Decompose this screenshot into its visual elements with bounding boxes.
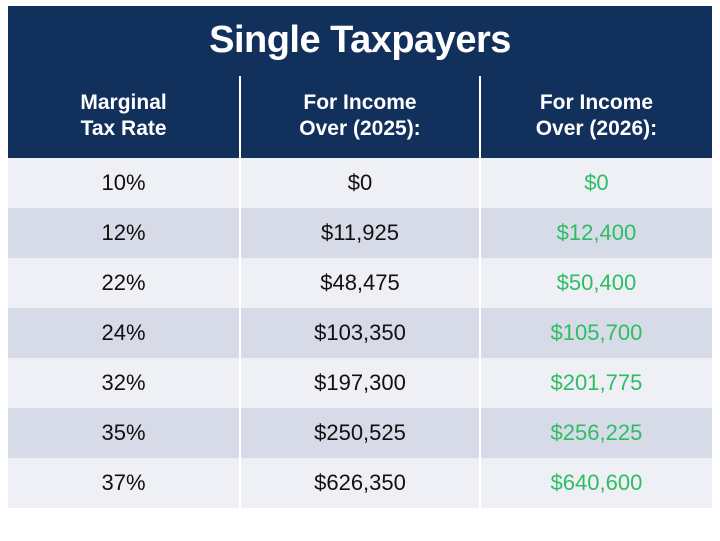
- table-row: [8, 408, 712, 458]
- table-row: [8, 158, 712, 208]
- table-row: [8, 458, 712, 508]
- column-header-income-2025: [240, 76, 480, 158]
- table-row: [8, 258, 712, 308]
- cell-tax-rate: 22%: [8, 258, 240, 308]
- column-header-marginal-tax-rate: [8, 76, 240, 158]
- table-header: [8, 76, 712, 158]
- column-header-line-2: Over (2025):: [299, 117, 421, 141]
- column-header-line-1: Marginal: [80, 91, 167, 114]
- cell-tax-rate: 35%: [8, 408, 240, 458]
- cell-tax-rate: 32%: [8, 358, 240, 408]
- column-header-line-2: Over (2026):: [535, 117, 658, 141]
- cell-income-2026: $12,400: [480, 208, 712, 258]
- table-row: [8, 208, 712, 258]
- cell-income-2026: $105,700: [480, 308, 712, 358]
- cell-income-2025: $103,350: [240, 308, 480, 358]
- cell-tax-rate: 37%: [8, 458, 240, 508]
- cell-income-2025: $48,475: [240, 258, 480, 308]
- table-body: [8, 158, 712, 508]
- cell-income-2025: $197,300: [240, 358, 480, 408]
- cell-tax-rate: 24%: [8, 308, 240, 358]
- column-header-line-1: For Income: [303, 91, 417, 114]
- cell-tax-rate: 10%: [8, 158, 240, 208]
- column-header-income-2026: [480, 76, 712, 158]
- column-header-line-1: For Income: [539, 91, 654, 114]
- cell-tax-rate: 12%: [8, 208, 240, 258]
- cell-income-2025: $250,525: [240, 408, 480, 458]
- table-row: [8, 308, 712, 358]
- cell-income-2026: $0: [480, 158, 712, 208]
- column-header-line-2: Tax Rate: [80, 117, 167, 141]
- cell-income-2026: $50,400: [480, 258, 712, 308]
- tax-bracket-table: [8, 76, 712, 508]
- cell-income-2026: $256,225: [480, 408, 712, 458]
- cell-income-2026: $640,600: [480, 458, 712, 508]
- cell-income-2025: $626,350: [240, 458, 480, 508]
- table-header-row: [8, 76, 712, 158]
- page-title: Single Taxpayers: [8, 6, 712, 76]
- cell-income-2025: $0: [240, 158, 480, 208]
- cell-income-2025: $11,925: [240, 208, 480, 258]
- table-row: [8, 358, 712, 408]
- cell-income-2026: $201,775: [480, 358, 712, 408]
